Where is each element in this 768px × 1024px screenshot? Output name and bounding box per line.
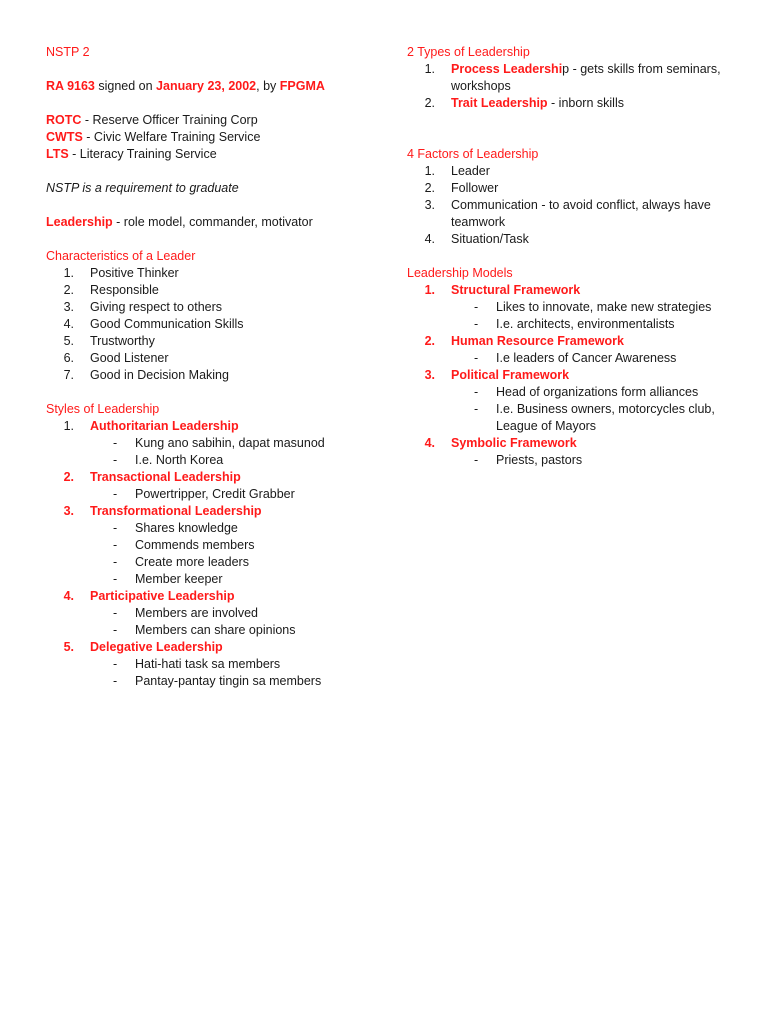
factor-continued <box>407 214 737 231</box>
list-number: 1. <box>424 62 435 76</box>
characteristic-item <box>46 333 376 350</box>
ra-signer: FPGMA <box>279 79 325 93</box>
sub-point <box>46 605 376 622</box>
types-heading: 2 Types of Leadership <box>407 45 530 59</box>
list-number: 3. <box>63 504 74 518</box>
requirement-note: NSTP is a requirement to graduate <box>46 181 239 195</box>
models-heading: Leadership Models <box>407 266 513 280</box>
bullet-dash: - <box>113 657 118 671</box>
sub-point-text: Commends members <box>135 538 255 552</box>
sub-point <box>46 571 376 588</box>
characteristic-text: Good in Decision Making <box>90 368 229 382</box>
sub-point <box>46 520 376 537</box>
program-desc: - Civic Welfare Training Service <box>82 130 261 144</box>
sub-point <box>407 401 737 418</box>
sub-point-text: Pantay-pantay tingin sa members <box>135 674 322 688</box>
style-name: Transactional Leadership <box>90 470 241 484</box>
list-number: 2. <box>424 181 435 195</box>
sub-point-continued-text: League of Mayors <box>496 419 597 433</box>
bullet-dash: - <box>113 436 118 450</box>
sub-point-text: Member keeper <box>135 572 223 586</box>
program-abbr: CWTS <box>46 130 83 144</box>
bullet-dash: - <box>474 385 479 399</box>
factor-continued-text: teamwork <box>451 215 506 229</box>
sub-point <box>46 435 376 452</box>
characteristic-text: Responsible <box>90 283 159 297</box>
document-title: NSTP 2 <box>46 45 90 59</box>
factor-item <box>407 197 737 214</box>
sub-point <box>407 299 737 316</box>
style-item <box>46 588 376 605</box>
bullet-dash: - <box>474 402 479 416</box>
models-list <box>407 282 737 469</box>
program-desc: - Reserve Officer Training Corp <box>81 113 258 127</box>
factor-text: Situation/Task <box>451 232 529 246</box>
type-item <box>407 95 737 112</box>
sub-point-text: Kung ano sabihin, dapat masunod <box>135 436 325 450</box>
style-item <box>46 418 376 435</box>
leadership-term: Leadership <box>46 215 113 229</box>
list-number: 7. <box>63 368 74 382</box>
model-name: Human Resource Framework <box>451 334 624 348</box>
list-number: 4. <box>424 232 435 246</box>
model-name: Structural Framework <box>451 283 581 297</box>
sub-point-text: Priests, pastors <box>496 453 583 467</box>
characteristics-list <box>46 265 376 384</box>
model-item <box>407 435 737 452</box>
type-desc: p - gets skills from seminars, <box>562 62 721 76</box>
characteristic-item <box>46 299 376 316</box>
model-item <box>407 367 737 384</box>
type-name: Trait Leadership <box>451 96 548 110</box>
sub-point <box>407 452 737 469</box>
ra-line <box>46 78 376 95</box>
list-number: 2. <box>424 334 435 348</box>
list-number: 1. <box>424 283 435 297</box>
list-number: 2. <box>63 470 74 484</box>
characteristic-text: Positive Thinker <box>90 266 179 280</box>
sub-point-text: I.e leaders of Cancer Awareness <box>496 351 677 365</box>
bullet-dash: - <box>113 538 118 552</box>
characteristic-item <box>46 265 376 282</box>
sub-point <box>407 350 737 367</box>
factor-text: Follower <box>451 181 499 195</box>
program-desc: - Literacy Training Service <box>68 147 217 161</box>
list-number: 5. <box>63 334 74 348</box>
list-number: 3. <box>424 368 435 382</box>
styles-heading: Styles of Leadership <box>46 402 160 416</box>
sub-point <box>46 673 376 690</box>
list-number: 2. <box>63 283 74 297</box>
leadership-definition <box>46 214 376 231</box>
bullet-dash: - <box>113 674 118 688</box>
style-name: Transformational Leadership <box>90 504 262 518</box>
sub-point <box>46 452 376 469</box>
characteristic-text: Trustworthy <box>90 334 155 348</box>
bullet-dash: - <box>474 300 479 314</box>
sub-point <box>46 486 376 503</box>
style-name: Delegative Leadership <box>90 640 223 654</box>
model-name: Political Framework <box>451 368 570 382</box>
style-item <box>46 469 376 486</box>
model-name: Symbolic Framework <box>451 436 577 450</box>
sub-point-text: Hati-hati task sa members <box>135 657 281 671</box>
bullet-dash: - <box>474 351 479 365</box>
factor-item <box>407 180 737 197</box>
bullet-dash: - <box>474 453 479 467</box>
characteristic-text: Good Listener <box>90 351 169 365</box>
list-number: 2. <box>424 96 435 110</box>
bullet-dash: - <box>113 487 118 501</box>
sub-point-text: I.e. architects, environmentalists <box>496 317 675 331</box>
characteristic-text: Good Communication Skills <box>90 317 244 331</box>
sub-point-text: Likes to innovate, make new strategies <box>496 300 712 314</box>
style-item <box>46 639 376 656</box>
bullet-dash: - <box>113 555 118 569</box>
ra-signed-text: signed on <box>94 79 157 93</box>
sub-point <box>46 622 376 639</box>
sub-point <box>407 316 737 333</box>
type-desc-continued-text: workshops <box>451 79 511 93</box>
style-name: Authoritarian Leadership <box>90 419 239 433</box>
left-column <box>46 44 376 690</box>
sub-point <box>46 656 376 673</box>
list-number: 5. <box>63 640 74 654</box>
factor-item <box>407 231 737 248</box>
program-abbr: LTS <box>46 147 69 161</box>
programs-list <box>46 112 376 163</box>
sub-point-text: Members are involved <box>135 606 258 620</box>
type-desc: - inborn skills <box>547 96 624 110</box>
sub-point-text: I.e. North Korea <box>135 453 224 467</box>
sub-point-text: Powertripper, Credit Grabber <box>135 487 295 501</box>
characteristic-item <box>46 282 376 299</box>
characteristic-item <box>46 367 376 384</box>
list-number: 4. <box>63 589 74 603</box>
styles-list <box>46 418 376 690</box>
sub-point <box>46 537 376 554</box>
program-abbr: ROTC <box>46 113 82 127</box>
factor-text: Communication - to avoid conflict, always have <box>451 198 711 212</box>
sub-point <box>407 384 737 401</box>
characteristic-text: Giving respect to others <box>90 300 223 314</box>
characteristic-item <box>46 316 376 333</box>
model-item <box>407 333 737 350</box>
sub-point <box>46 554 376 571</box>
factor-item <box>407 163 737 180</box>
ra-number: RA 9163 <box>46 79 95 93</box>
bullet-dash: - <box>474 317 479 331</box>
characteristics-heading: Characteristics of a Leader <box>46 249 196 263</box>
list-number: 1. <box>424 164 435 178</box>
model-item <box>407 282 737 299</box>
factors-list <box>407 163 737 248</box>
sub-point-text: Shares knowledge <box>135 521 238 535</box>
program-item <box>46 146 376 163</box>
bullet-dash: - <box>113 623 118 637</box>
type-desc-continued <box>407 78 737 95</box>
style-item <box>46 503 376 520</box>
bullet-dash: - <box>113 521 118 535</box>
list-number: 4. <box>63 317 74 331</box>
sub-point-text: Create more leaders <box>135 555 249 569</box>
style-name: Participative Leadership <box>90 589 235 603</box>
sub-point-text: Head of organizations form alliances <box>496 385 699 399</box>
factor-text: Leader <box>451 164 490 178</box>
types-list <box>407 61 737 112</box>
list-number: 3. <box>424 198 435 212</box>
bullet-dash: - <box>113 572 118 586</box>
list-number: 1. <box>63 266 74 280</box>
program-item <box>46 129 376 146</box>
characteristic-item <box>46 350 376 367</box>
type-name: Process Leadershi <box>451 62 563 76</box>
list-number: 1. <box>63 419 74 433</box>
sub-point-text: I.e. Business owners, motorcycles club, <box>496 402 715 416</box>
list-number: 4. <box>424 436 435 450</box>
program-item <box>46 112 376 129</box>
type-item <box>407 61 737 78</box>
factors-heading: 4 Factors of Leadership <box>407 147 539 161</box>
ra-by-text: , by <box>256 79 280 93</box>
bullet-dash: - <box>113 453 118 467</box>
ra-date: January 23, 2002 <box>156 79 257 93</box>
right-column <box>407 44 737 469</box>
sub-point-text: Members can share opinions <box>135 623 296 637</box>
bullet-dash: - <box>113 606 118 620</box>
list-number: 6. <box>63 351 74 365</box>
sub-point-continued <box>407 418 737 435</box>
leadership-def-text: - role model, commander, motivator <box>112 215 313 229</box>
list-number: 3. <box>63 300 74 314</box>
